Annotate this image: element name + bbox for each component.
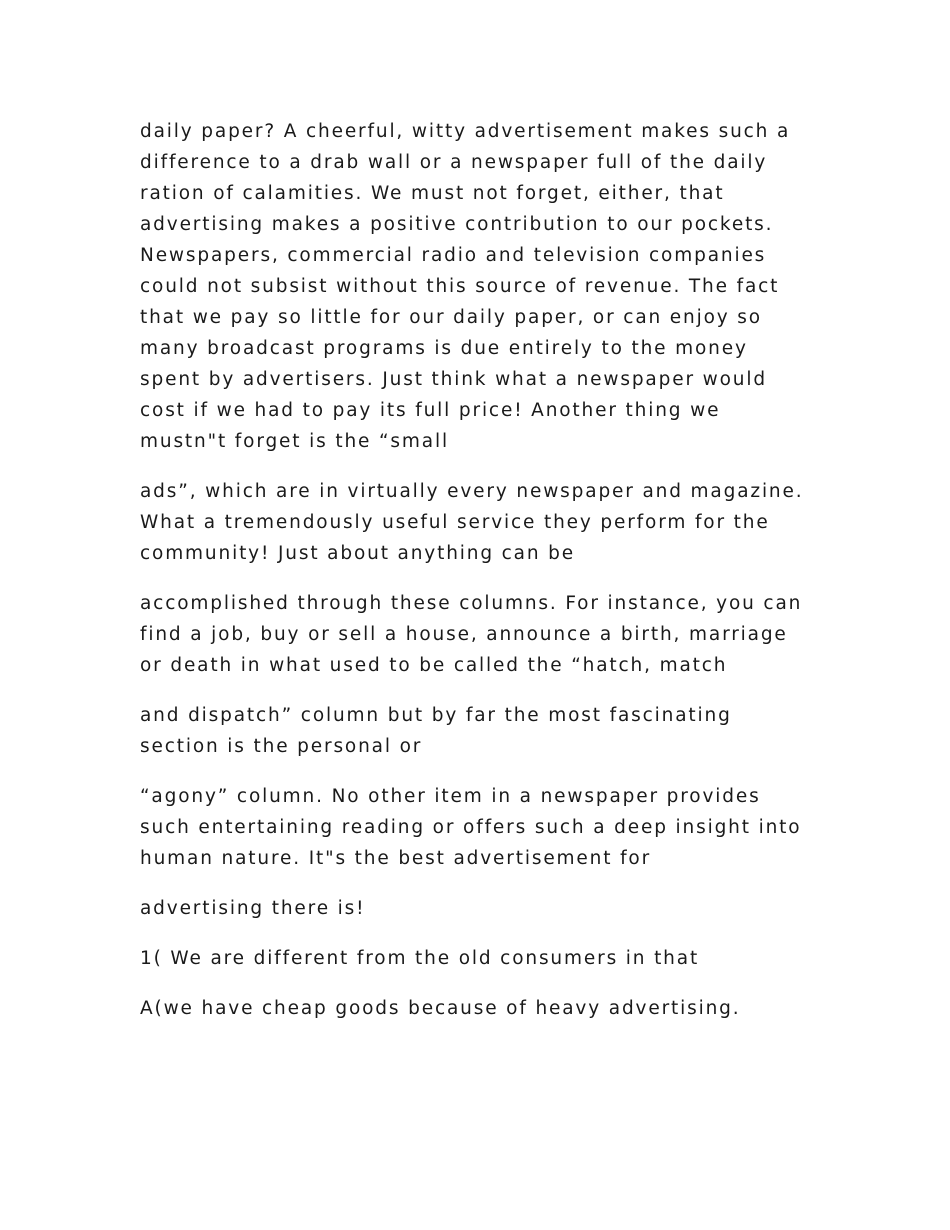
paragraph-1: daily paper? A cheerful, witty advertisement makes such a difference to a drab wall or a newspaper full of the daily ration of calamities. We must not forget, either, that advertising makes a positive contribution to our pockets. Newspapers, commercial radio and television companies could not subsist without this source of revenue. The fact that we pay so little for our daily paper, or can enjoy so many broadcast programs is due entirely to the money spent by advertisers. Just think what a newspaper would cost if we had to pay its full price! Another thing we mustn"t forget is the “small [140, 121, 791, 452]
paragraph-2: ads”, which are in virtually every newspaper and magazine. What a tremendously useful service they perform for the community! Just about anything can be [140, 481, 804, 564]
paragraph-4: and dispatch” column but by far the most fascinating section is the personal or [140, 705, 732, 757]
paragraph-3: accomplished through these columns. For instance, you can find a job, buy or sell a house, announce a birth, marriage or death in what used to be called the “hatch, match [140, 593, 803, 676]
paragraph-5: “agony” column. No other item in a newspaper provides such entertaining reading or offers such a deep insight into human nature. It"s the best advertisement for [140, 786, 802, 869]
question-1-option-a: A(we have cheap goods because of heavy advertising. [140, 998, 741, 1019]
paragraph-6: advertising there is! [140, 898, 366, 919]
document-body [140, 116, 840, 1043]
question-1: 1( We are different from the old consumers in that [140, 948, 700, 969]
